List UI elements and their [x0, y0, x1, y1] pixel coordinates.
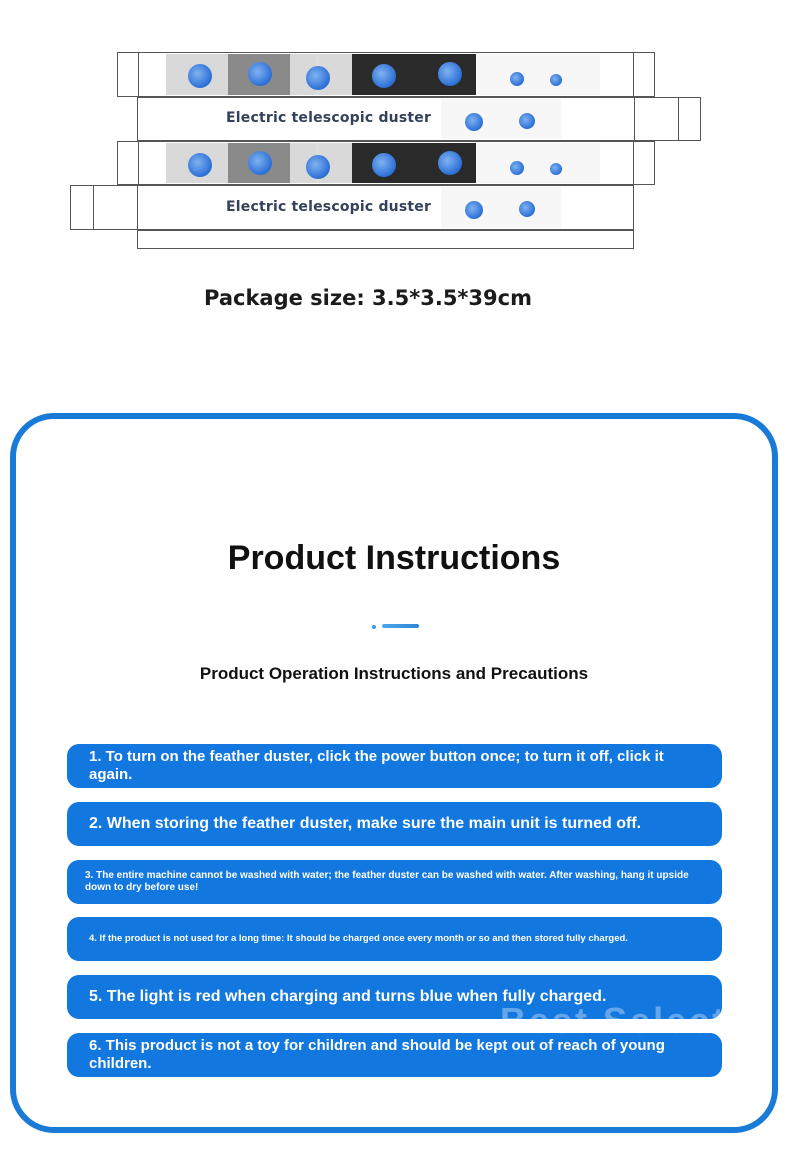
instruction-item: 2. When storing the feather duster, make sure the main unit is turned off. — [67, 802, 722, 846]
package-label-text: Electric telescopic duster — [226, 110, 432, 126]
instruction-item: 5. The light is red when charging and turns blue when fully charged. — [67, 975, 722, 1019]
product-photo — [441, 187, 491, 228]
instructions-subtitle: Product Operation Instructions and Precautions — [199, 664, 589, 683]
instruction-item: 1. To turn on the feather duster, click the power button once; to turn it off, click it again. — [67, 744, 722, 788]
page-title: Product Instructions — [227, 539, 561, 577]
package-panel-photos — [117, 141, 655, 185]
watermark: Best Select — [500, 1000, 728, 1041]
product-photo — [228, 143, 290, 183]
instruction-item: 6. This product is not a toy for children and should be kept out of reach of young children. — [67, 1033, 722, 1077]
package-panel-label — [70, 185, 634, 230]
product-photo — [476, 54, 538, 95]
product-photo — [414, 54, 476, 95]
product-photo — [290, 54, 352, 95]
package-bottom-flap — [137, 230, 634, 249]
product-photo — [538, 143, 600, 183]
product-photo — [491, 99, 561, 139]
product-photo-strip — [166, 143, 600, 183]
product-photo — [352, 143, 414, 183]
product-photo-strip — [441, 187, 561, 228]
title-divider — [372, 624, 424, 630]
product-photo — [290, 143, 352, 183]
product-photo — [352, 54, 414, 95]
instruction-item: 4. If the product is not used for a long time: It should be charged once every month or so and then stored fully charged. — [67, 917, 722, 961]
package-size-text: Package size: 3.5*3.5*39cm — [204, 286, 532, 310]
instruction-item: 3. The entire machine cannot be washed with water; the feather duster can be washed with water. After washing, hang it upside down to dry before use! — [67, 860, 722, 904]
product-photo-strip — [166, 54, 600, 95]
product-photo — [441, 99, 491, 139]
product-photo — [166, 54, 228, 95]
product-photo — [166, 143, 228, 183]
package-label-text: Electric telescopic duster — [226, 199, 432, 215]
product-photo — [491, 187, 561, 228]
product-photo-strip — [441, 99, 561, 139]
product-photo — [476, 143, 538, 183]
package-diagram — [0, 0, 790, 260]
package-panel-label — [137, 97, 701, 141]
product-photo — [538, 54, 600, 95]
divider-bar — [382, 624, 419, 628]
product-photo — [414, 143, 476, 183]
product-photo — [228, 54, 290, 95]
package-panel-photos — [117, 52, 655, 97]
divider-dot — [372, 625, 376, 629]
